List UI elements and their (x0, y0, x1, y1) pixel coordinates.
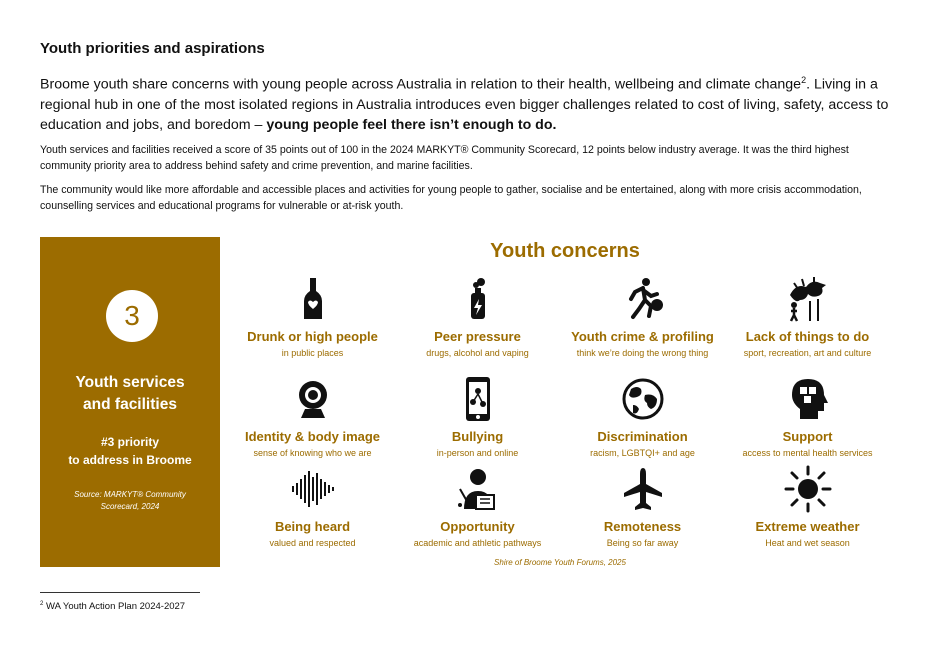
priority-sub-line2: to address in Broome (68, 453, 192, 467)
concern-sub: think we’re doing the wrong thing (576, 348, 709, 358)
concern-sub: racism, LGBTQI+ and age (590, 448, 695, 458)
page-heading: Youth priorities and aspirations (40, 40, 265, 57)
priority-title (40, 372, 220, 416)
bottle-icon (289, 275, 337, 323)
head-puzzle-icon (784, 375, 832, 423)
concerns-grid (230, 270, 890, 560)
concern-label: Lack of things to do (745, 329, 870, 344)
lead-text-1: Broome youth share concerns with young people across Australia in relation to their health, wellbeing and climate change (40, 76, 802, 93)
globe-icon (619, 375, 667, 423)
lead-paragraph (40, 70, 900, 135)
footnote (40, 601, 185, 612)
concern-sub: sport, recreation, art and culture (743, 348, 872, 358)
priority-subtitle (40, 433, 220, 469)
concern-sub: Being so far away (606, 538, 679, 548)
concern-label: Bullying (451, 429, 504, 444)
running-person-icon (619, 275, 667, 323)
sound-wave-icon (289, 465, 337, 513)
concern-label: Discrimination (597, 429, 688, 444)
concern-sub: academic and athletic pathways (413, 538, 542, 548)
concern-label: Youth crime & profiling (571, 329, 714, 344)
priority-sub-line1: #3 priority (100, 435, 160, 449)
concern-support (725, 375, 890, 459)
footnote-number: 2 (40, 601, 44, 607)
concern-sub: sense of knowing who we are (253, 448, 372, 458)
footnote-divider (40, 592, 200, 593)
concern-peer-pressure (395, 275, 560, 359)
lead-bold-text: young people feel there isn’t enough to do. (266, 116, 557, 133)
footnote-ref: 2 (801, 75, 807, 85)
concern-label: Remoteness (603, 519, 682, 534)
priority-source-line1: Source: MARKYT® Community (74, 490, 186, 499)
sun-icon (784, 465, 832, 513)
concerns-title: Youth concerns (490, 240, 640, 262)
concern-weather (725, 465, 890, 549)
concern-sub: in public places (281, 348, 344, 358)
phone-icon (454, 375, 502, 423)
concern-youth-crime (560, 275, 725, 359)
airplane-icon (619, 465, 667, 513)
priority-title-line2: and facilities (83, 396, 177, 413)
concern-label: Extreme weather (755, 519, 860, 534)
community-paragraph: The community would like more affordable and accessible places and activities for young people to gather, socialise and be entertained, along with more crisis accommodation, counselling services and educational programs for vulnerable or at-risk youth. (40, 184, 862, 212)
concern-discrimination (560, 375, 725, 459)
vape-icon (454, 275, 502, 323)
scorecard-paragraph: Youth services and facilities received a score of 35 points out of 100 in the 2024 MARKYT® Community Scorecard, 12 points below industry average. It was the third highest community priority area to address behind safety and crime prevention, and marine facilities. (40, 144, 849, 172)
concern-label: Drunk or high people (247, 329, 378, 344)
concern-being-heard (230, 465, 395, 549)
footnote-text: WA Youth Action Plan 2024-2027 (43, 601, 186, 613)
webcam-icon (289, 375, 337, 423)
concern-bullying (395, 375, 560, 459)
student-icon (454, 465, 502, 513)
concern-label: Identity & body image (244, 429, 381, 444)
concerns-source: Shire of Broome Youth Forums, 2025 (494, 558, 626, 567)
concern-sub: Heat and wet season (765, 538, 850, 548)
concern-things-to-do (725, 275, 890, 359)
concern-identity (230, 375, 395, 459)
concern-sub: drugs, alcohol and vaping (426, 348, 529, 358)
concern-label: Opportunity (440, 519, 515, 534)
dragon-icon (784, 275, 832, 323)
priority-title-line1: Youth services (75, 374, 185, 391)
priority-source (60, 489, 200, 513)
concern-sub: in-person and online (436, 448, 519, 458)
lead-text-2: . Living in a regional hub in one of the most isolated regions in Australia introduces even bigger challenges related to cost of living, safety, access to education and jobs, and boredom – (40, 76, 889, 133)
concern-label: Peer pressure (434, 329, 521, 344)
priority-number-badge: 3 (106, 290, 158, 342)
concern-drunk (230, 275, 395, 359)
priority-box (40, 237, 220, 567)
concern-sub: access to mental health services (742, 448, 873, 458)
concern-label: Support (782, 429, 833, 444)
priority-source-line2: Scorecard, 2024 (100, 502, 160, 511)
concern-label: Being heard (274, 519, 351, 534)
concern-opportunity (395, 465, 560, 549)
concern-sub: valued and respected (269, 538, 356, 548)
concern-remoteness (560, 465, 725, 549)
